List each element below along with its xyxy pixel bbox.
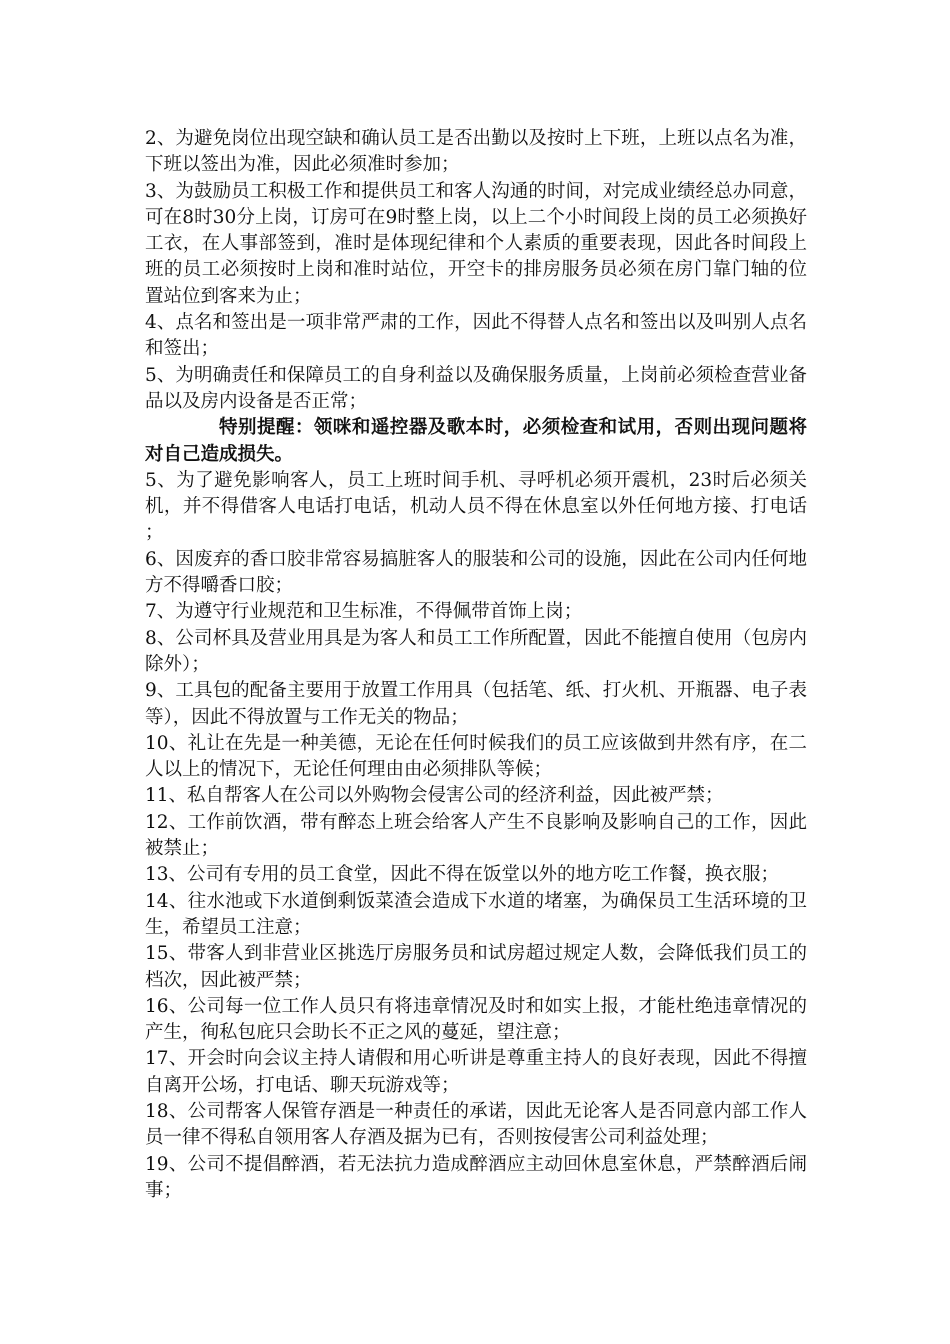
special-notice: 特别提醒：领咪和遥控器及歌本时，必须检查和试用，否则出现问题将对自己造成损失。 [145, 417, 807, 465]
rule-paragraph: 18、公司帮客人保管存酒是一种责任的承诺，因此无论客人是否同意内部工作人员一律不得私自领用客人存酒及据为已有，否则按侵害公司利益处理； [145, 1100, 807, 1149]
rule-paragraph: 6、因废弃的香口胶非常容易搞脏客人的服装和公司的设施，因此在公司内任何地方不得嚼香口胶； [145, 548, 807, 597]
rule-paragraph: 2、为避免岗位出现空缺和确认员工是否出勤以及按时上下班，上班以点名为准，下班以签出为准，因此必须准时参加； [145, 128, 807, 176]
rule-paragraph: 10、礼让在先是一种美德，无论在任何时候我们的员工应该做到井然有序，在二人以上的情况下，无论任何理由由必须排队等候； [145, 732, 807, 781]
document-page [145, 126, 807, 1204]
rule-paragraph: 4、点名和签出是一项非常严肃的工作，因此不得替人点名和签出以及叫别人点名和签出； [145, 312, 807, 360]
rule-paragraph: 14、往水池或下水道倒剩饭菜渣会造成下水道的堵塞，为确保员工生活环境的卫生，希望员工注意； [145, 890, 807, 938]
rule-paragraph: 7、为遵守行业规范和卫生标准，不得佩带首饰上岗； [145, 601, 583, 623]
rule-paragraph: 9、工具包的配备主要用于放置工作用具（包括笔、纸、打火机、开瓶器、电子表等），因此不得放置与工作无关的物品； [145, 680, 807, 728]
rule-paragraph: 15、带客人到非营业区挑选厅房服务员和试房超过规定人数，会降低我们员工的档次，因此被严禁； [145, 943, 807, 991]
rule-paragraph: 3、为鼓励员工积极工作和提供员工和客人沟通的时间，对完成业绩经总办同意，可在8时30分上岗，订房可在9时整上岗，以上二个小时间段上岗的员工必须换好工衣，在人事部签到，准时是体现纪律和个人素质的重要表现，因此各时间段上班的员工必须按时上岗和准时站位，开空卡的排房服务员必须在房门靠门轴的位置站位到客来为止； [145, 180, 807, 307]
rule-paragraph: 11、私自帮客人在公司以外购物会侵害公司的经济利益，因此被严禁； [145, 785, 724, 807]
rule-paragraph: 17、开会时向会议主持人请假和用心听讲是尊重主持人的良好表现，因此不得擅自离开公场，打电话、聊天玩游戏等； [145, 1048, 807, 1096]
rule-paragraph: 16、公司每一位工作人员只有将违章情况及时和如实上报，才能杜绝违章情况的产生，徇私包庇只会助长不正之风的蔓延，望注意； [145, 995, 807, 1044]
rule-paragraph: 13、公司有专用的员工食堂，因此不得在饭堂以外的地方吃工作餐，换衣服； [145, 864, 780, 886]
rule-paragraph: 19、公司不提倡醉酒，若无法抗力造成醉酒应主动回休息室休息，严禁醉酒后闹事； [145, 1153, 807, 1201]
rule-paragraph: 5、为了避免影响客人，员工上班时间手机、寻呼机必须开震机，23时后必须关机，并不得借客人电话打电话，机动人员不得在休息室以外任何地方接、打电话； [145, 469, 807, 544]
rule-paragraph: 5、为明确责任和保障员工的自身利益以及确保服务质量，上岗前必须检查营业备品以及房内设备是否正常； [145, 364, 807, 412]
rule-paragraph: 12、工作前饮酒，带有醉态上班会给客人产生不良影响及影响自己的工作，因此被禁止； [145, 811, 807, 860]
rule-paragraph: 8、公司杯具及营业用具是为客人和员工工作所配置，因此不能擅自使用（包房内除外）； [145, 627, 807, 675]
